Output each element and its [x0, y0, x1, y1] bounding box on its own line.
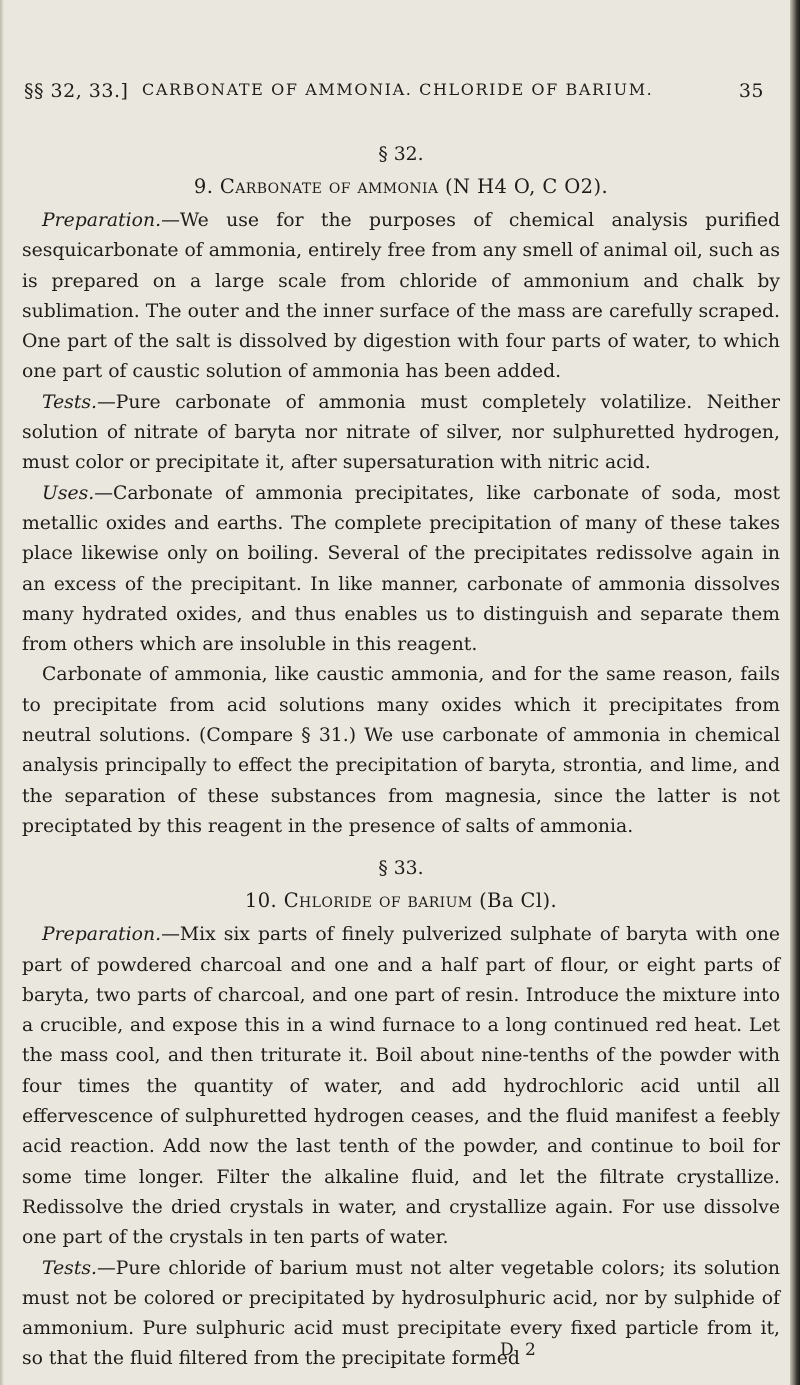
paragraph-text: —We use for the purposes of chemical analysis purified sesquicarbonate of ammonia, entirely free from any smell of animal oil, such as is prepared on a large scale from chloride of ammonium and chalk by sublimation. The outer and the inner surface of the mass are carefully scraped. One part of the salt is dissolved by digestion with four parts of water, to which one part of caustic solution of ammonia has been added. [22, 210, 780, 383]
paragraph-text: Carbonate of ammonia, like caustic ammonia, and for the same reason, fails to precipitate from acid solutions many oxides which it precipitates from neutral solutions. (Compare § 31.) We use carbonate of ammonia in chemical analysis principally to effect the precipitation of baryta, strontia, and lime, and the separation of these substances from magnesia, since the latter is not preciptated by this reagent in the presence of salts of ammonia. [22, 664, 780, 837]
paragraph-lead: Preparation. [42, 924, 162, 946]
paragraph-tests-32 [22, 388, 780, 479]
paragraph-text: —Pure chloride of barium must not alter vegetable colors; its solution must not be colored or precipitated by hydrosulphuric acid, nor by sulphide of ammonium. Pure sulphuric acid must precipitate every fixed particle from it, so that the fluid filtered from the precipitate formed [22, 1257, 780, 1370]
paragraph-continuation-32 [22, 660, 780, 842]
paragraph-lead: Tests. [42, 391, 97, 413]
running-head-title: CARBONATE OF AMMONIA. CHLORIDE OF BARIUM. [142, 80, 654, 99]
running-head-section-ref: §§ 32, 33.] [24, 80, 129, 102]
heading-number: 10. [244, 889, 278, 913]
section-mark-32: § 32. [378, 144, 424, 165]
paragraph-text: —Mix six parts of finely pulverized sulphate of baryta with one part of powdered charcoal and one and a half part of flour, or eight parts of baryta, two parts of charcoal, and one part of resin. Introduce the mixture into a crucible, and expose this in a wind furnace to a long continued red heat. Let the mass cool, and then triturate it. Boil about nine-tenths of the powder with four times the quantity of water, and add hydrochloric acid until all effervescence of sulphuretted hydrogen ceases, and the fluid manifest a feebly acid reaction. Add now the last tenth of the powder, and continue to boil for some time longer. Filter the alkaline fluid, and let the filtrate crystallize. Redissolve the dried crystals in water, and crystallize again. For use dissolve one part of the crystals in ten parts of water. [22, 924, 780, 1249]
heading-formula: (Ba Cl). [479, 889, 558, 913]
page-edge-shadow [790, 0, 800, 1385]
page-body [22, 140, 780, 1375]
heading-title: Carbonate of ammonia [219, 175, 439, 198]
paragraph-lead: Tests. [42, 1257, 97, 1279]
page-gutter-shadow [0, 0, 4, 1385]
printer-signature-mark: D 2 [500, 1340, 539, 1360]
paragraph-lead: Preparation. [42, 210, 162, 231]
paragraph-lead: Uses. [42, 482, 95, 504]
paragraph-uses-32 [22, 479, 780, 661]
heading-title: Chloride of barium [283, 889, 473, 913]
paragraph-preparation-33 [22, 920, 780, 1253]
paragraph-preparation-32 [22, 206, 780, 388]
paragraph-text: —Pure carbonate of ammonia must completely volatilize. Neither solution of nitrate of baryta nor nitrate of silver, nor sulphuretted hydrogen, must color or precipitate it, after supersaturation with nitric acid. [22, 391, 780, 474]
paragraph-tests-33 [22, 1254, 780, 1375]
paragraph-text: —Carbonate of ammonia precipitates, like carbonate of soda, most metallic oxides and earths. The complete precipitation of many of these takes place likewise only on boiling. Several of the precipitates redissolve again in an excess of the precipitant. In like manner, carbonate of ammonia dissolves many hydrated oxides, and thus enables us to distinguish and separate them from others which are insoluble in this reagent. [22, 482, 780, 656]
heading-formula: (N H4 O, C O2). [445, 175, 609, 198]
section-heading-chloride-of-barium [22, 886, 780, 920]
section-heading-carbonate-of-ammonia [22, 172, 780, 206]
heading-number: 9. [193, 175, 214, 198]
page-number: 35 [738, 80, 764, 102]
section-mark-33: § 33. [378, 858, 424, 880]
